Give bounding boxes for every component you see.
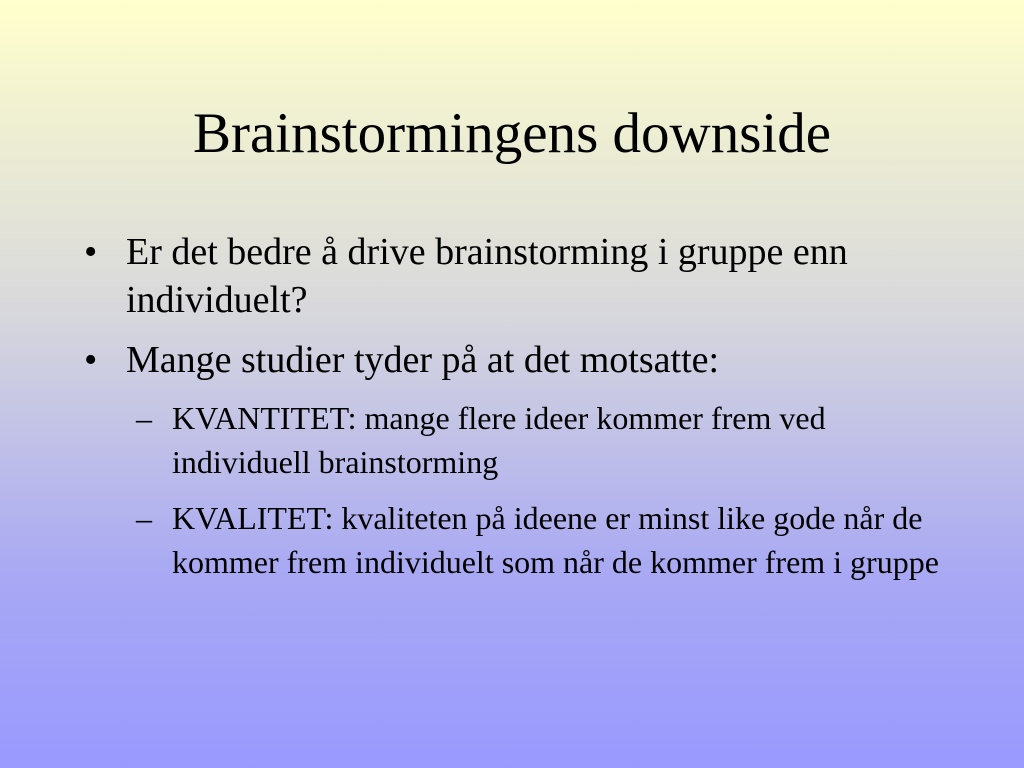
sub-bullet-item bbox=[84, 496, 944, 584]
bullet-marker: • bbox=[84, 231, 98, 273]
bullet-item bbox=[84, 336, 944, 384]
bullet-marker: • bbox=[84, 339, 98, 381]
slide-title: Brainstormingens downside bbox=[192, 102, 832, 165]
sub-bullet-item bbox=[84, 396, 944, 484]
dash-marker: – bbox=[136, 500, 152, 536]
bullet-item bbox=[84, 228, 944, 324]
sub-bullet-text: KVALITET: kvaliteten på ideene er minst like gode når de kommer frem individuelt som når de kommer frem i gruppe bbox=[172, 500, 939, 580]
slide-body bbox=[84, 228, 944, 596]
bullet-text: Er det bedre å drive brainstorming i gruppe enn individuelt? bbox=[126, 231, 848, 321]
sub-bullet-text: KVANTITET: mange flere ideer kommer frem ved individuell brainstorming bbox=[172, 400, 826, 480]
dash-marker: – bbox=[136, 400, 152, 436]
bullet-text: Mange studier tyder på at det motsatte: bbox=[126, 339, 720, 381]
